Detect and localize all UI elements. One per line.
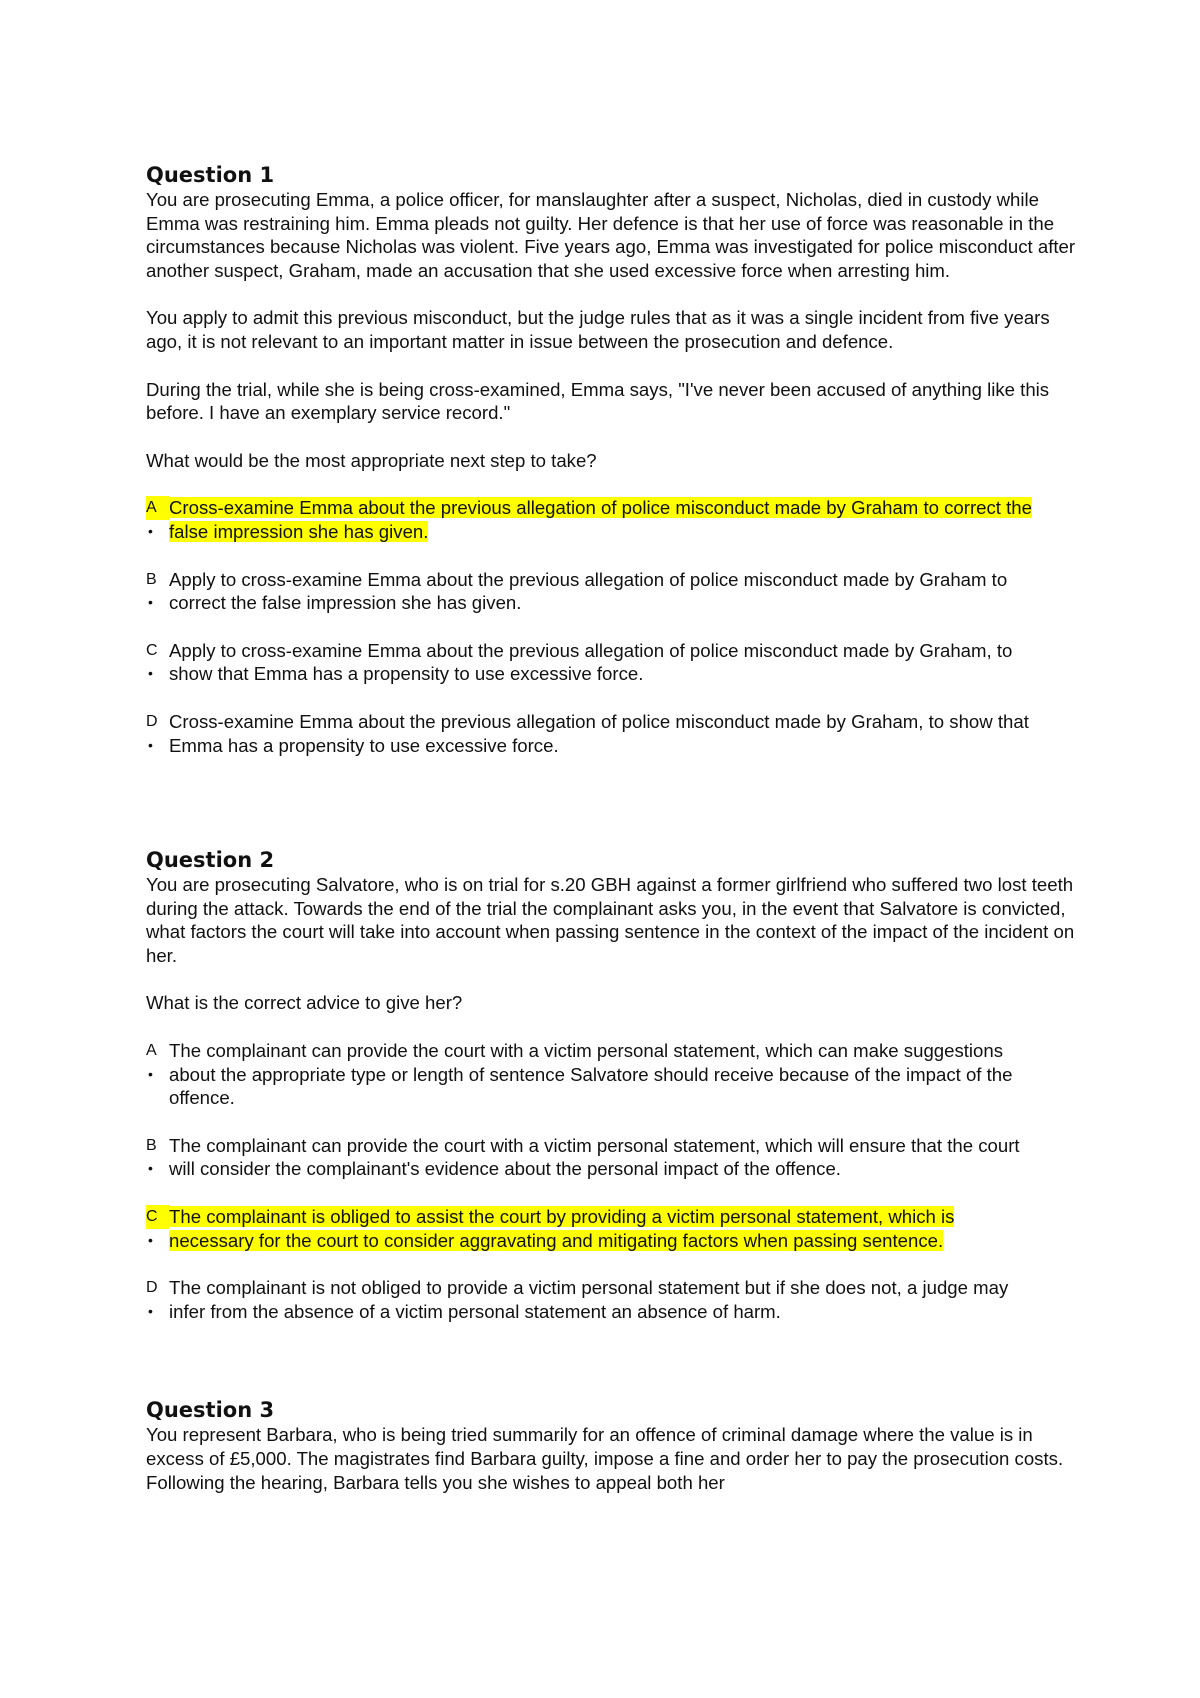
answer-option-c [146,639,1076,686]
answer-option-b [146,568,1076,615]
option-text: Apply to cross-examine Emma about the previous allegation of police misconduct made by Graham to correct the false impression she has given. [169,568,1008,614]
option-letter: C • [146,639,169,663]
bullet-icon: • [148,522,153,539]
question-paragraph: You represent Barbara, who is being tried summarily for an offence of criminal damage where the value is in excess of £5,000. The magistrates find Barbara guilty, impose a fine and order her to pay the prosecution costs. Following the hearing, Barbara tells you she wishes to appeal both her [146,1424,1064,1493]
option-letter: A • [146,1039,169,1063]
answer-option-d [146,1276,1076,1323]
option-letter: B • [146,568,169,592]
bullet-icon: • [148,1160,153,1177]
question-title: Question 3 [146,1398,275,1423]
document-content [146,162,1076,1518]
answer-option-b [146,1134,1076,1181]
option-text-highlighted: Cross-examine Emma about the previous allegation of police misconduct made by Graham to correct the false impression she has given. [169,497,1032,542]
answer-option-c [146,1205,1076,1252]
question-2 [146,847,1076,1323]
option-text: Apply to cross-examine Emma about the previous allegation of police misconduct made by Graham, to show that Emma has a propensity to use excessive force. [169,639,1013,685]
option-letter: B • [146,1134,169,1158]
option-text: Cross-examine Emma about the previous allegation of police misconduct made by Graham, to show that Emma has a propensity to use excessive force. [169,710,1029,756]
question-3 [146,1397,1076,1494]
bullet-icon: • [148,1231,153,1248]
question-title: Question 2 [146,848,275,873]
option-text: The complainant is not obliged to provide a victim personal statement but if she does not, a judge may infer from the absence of a victim personal statement an absence of harm. [169,1277,1009,1322]
bullet-icon: • [148,736,153,753]
question-prompt: What is the correct advice to give her? [146,992,463,1014]
question-paragraph: You apply to admit this previous misconduct, but the judge rules that as it was a single incident from five years ago, it is not relevant to an important matter in issue between the prosecution and defence. [146,307,1050,352]
bullet-icon: • [148,1065,153,1082]
bullet-icon: • [148,594,153,611]
bullet-icon: • [148,665,153,682]
bullet-icon: • [148,1302,153,1319]
question-prompt: What would be the most appropriate next step to take? [146,449,597,471]
answer-option-d [146,710,1076,757]
option-text: The complainant can provide the court with a victim personal statement, which can make suggestions about the appropriate type or length of sentence Salvatore should receive because of the impact of the offence. [169,1040,1013,1109]
question-paragraph: You are prosecuting Emma, a police officer, for manslaughter after a suspect, Nicholas, died in custody while Emma was restraining him. Emma pleads not guilty. Her defence is that her use of force was reasonable in the circumstances because Nicholas was violent. Five years ago, Emma was investigated for police misconduct after another suspect, Graham, made an accusation that she used excessive force when arresting him. [146,189,1076,281]
option-text: The complainant can provide the court with a victim personal statement, which will ensure that the court will consider the complainant's evidence about the personal impact of the offence. [169,1134,1020,1180]
option-text-highlighted: The complainant is obliged to assist the court by providing a victim personal statement, which is necessary for the court to consider aggravating and mitigating factors when passing sentence. [169,1206,955,1251]
question-paragraph: You are prosecuting Salvatore, who is on trial for s.20 GBH against a former girlfriend who suffered two lost teeth during the attack. Towards the end of the trial the complainant asks you, in the event that Salvatore is convicted, what factors the court will take into account when passing sentence in the context of the impact of the incident on her. [146,874,1075,966]
answer-option-a [146,1039,1076,1110]
question-paragraph: During the trial, while she is being cross-examined, Emma says, "I've never been accused of anything like this before. I have an exemplary service record." [146,378,1050,424]
option-letter: D • [146,710,169,734]
question-1 [146,162,1076,757]
question-title: Question 1 [146,163,275,187]
answer-option-a [146,496,1076,543]
option-letter: D • [146,1276,169,1300]
option-letter: C • [146,1205,169,1229]
option-letter: A • [146,496,169,520]
